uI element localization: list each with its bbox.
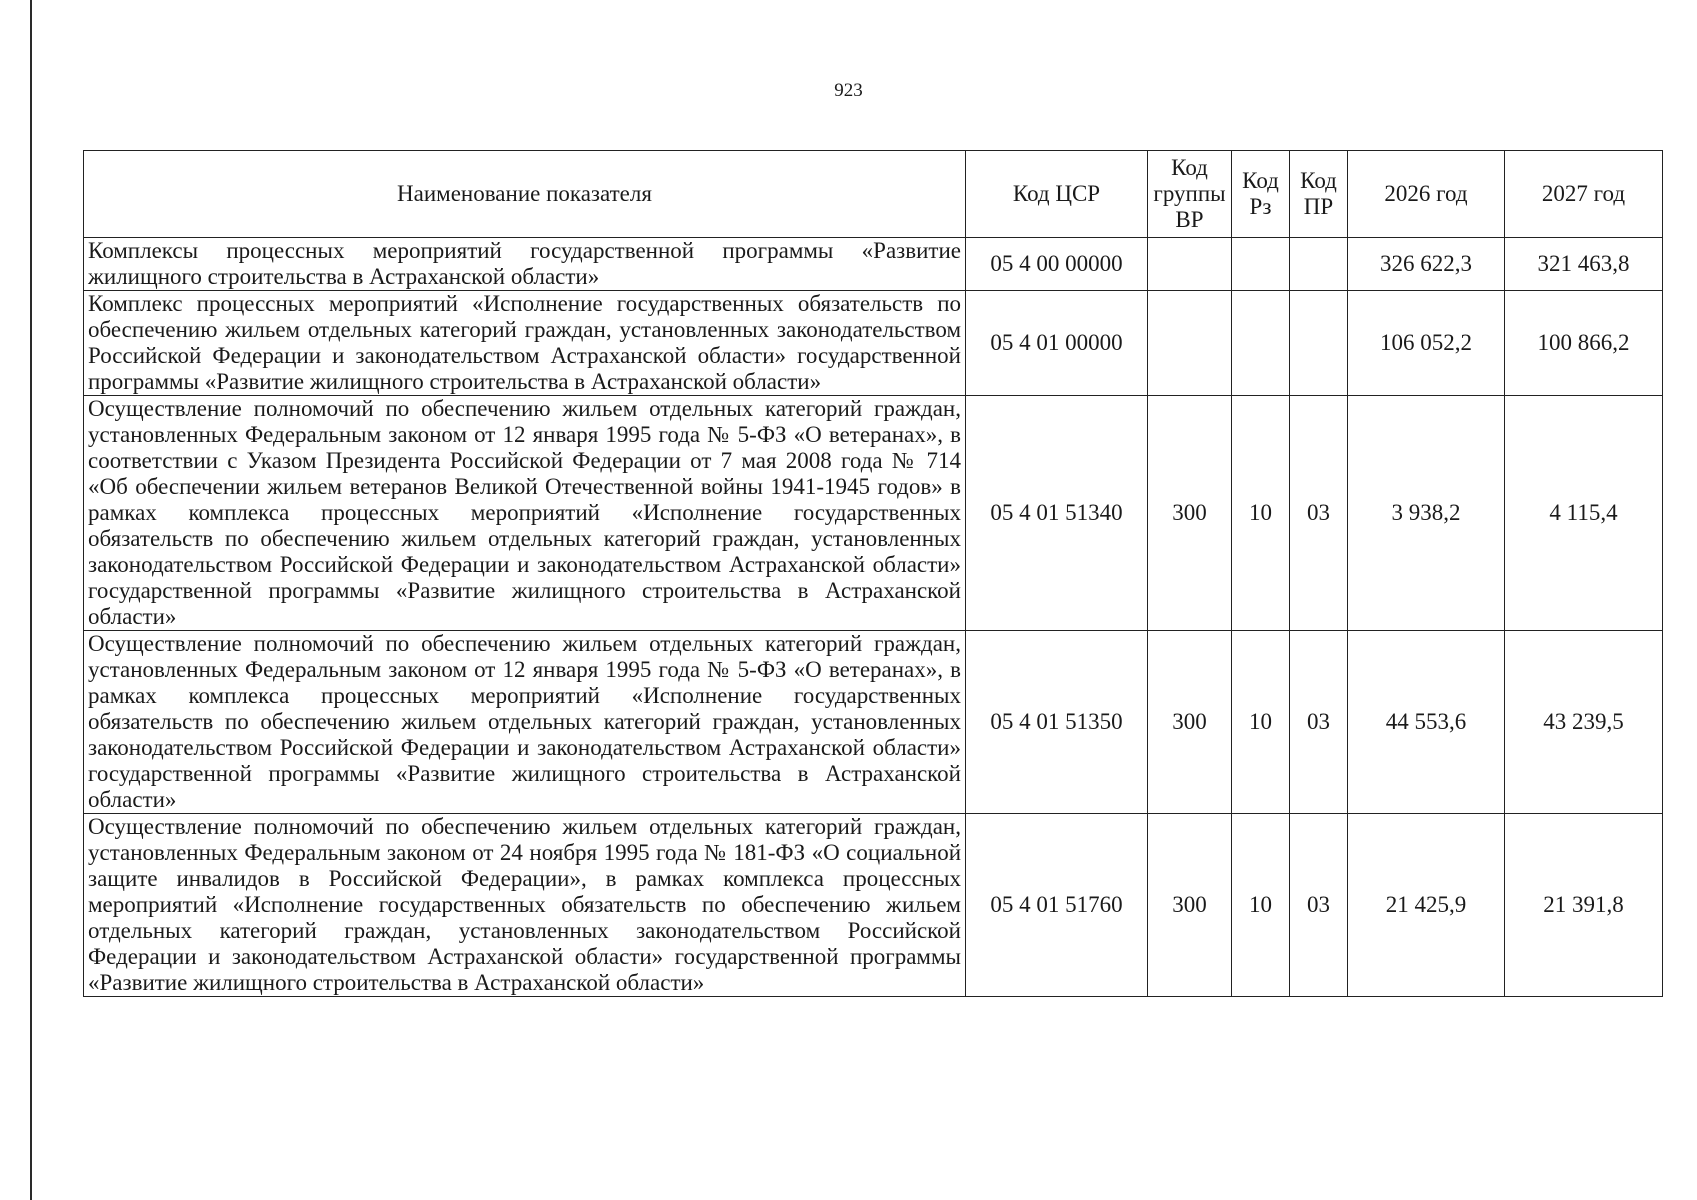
row-vr [1148,238,1232,291]
row-pr [1290,291,1348,396]
row-name: Комплекс процессных мероприятий «Исполнение государственных обязательств по обеспечению жильем отдельных категорий граждан, установленных законодательством Российской Федерации и законодательством Астраханской области» государственной программы «Развитие жилищного строительства в Астраханской области» [84,291,966,396]
row-csr: 05 4 00 00000 [966,238,1148,291]
table-row [84,396,1663,631]
header-rz: Код Рз [1232,151,1290,238]
row-2027: 321 463,8 [1505,238,1663,291]
row-pr: 03 [1290,396,1348,631]
table-row [84,238,1663,291]
header-csr: Код ЦСР [966,151,1148,238]
row-2027: 4 115,4 [1505,396,1663,631]
row-2027: 100 866,2 [1505,291,1663,396]
row-rz [1232,238,1290,291]
row-2026: 21 425,9 [1348,814,1505,997]
header-2026: 2026 год [1348,151,1505,238]
header-2027: 2027 год [1505,151,1663,238]
table-row [84,814,1663,997]
left-margin-rule [30,0,32,1200]
row-vr [1148,291,1232,396]
row-pr [1290,238,1348,291]
page-number: 923 [834,80,863,101]
table-header-row [84,151,1663,238]
row-2026: 106 052,2 [1348,291,1505,396]
row-vr: 300 [1148,814,1232,997]
row-vr: 300 [1148,631,1232,814]
header-name: Наименование показателя [84,151,966,238]
header-pr: Код ПР [1290,151,1348,238]
row-2026: 3 938,2 [1348,396,1505,631]
row-name: Осуществление полномочий по обеспечению жильем отдельных категорий граждан, установленных Федеральным законом от 12 января 1995 года № 5-ФЗ «О ветеранах», в соответствии с Указом Президента Российской Федерации от 7 мая 2008 года № 714 «Об обеспечении жильем ветеранов Великой Отечественной войны 1941-1945 годов» в рамках комплекса процессных мероприятий «Исполнение государственных обязательств по обеспечению жильем отдельных категорий граждан, установленных законодательством Российской Федерации и законодательством Астраханской области» государственной программы «Развитие жилищного строительства в Астраханской области» [84,396,966,631]
header-vr: Код группы ВР [1148,151,1232,238]
row-name: Осуществление полномочий по обеспечению жильем отдельных категорий граждан, установленных Федеральным законом от 12 января 1995 года № 5-ФЗ «О ветеранах», в рамках комплекса процессных мероприятий «Исполнение государственных обязательств по обеспечению жильем отдельных категорий граждан, установленных законодательством Российской Федерации и законодательством Астраханской области» государственной программы «Развитие жилищного строительства в Астраханской области» [84,631,966,814]
table-row [84,291,1663,396]
row-2027: 21 391,8 [1505,814,1663,997]
row-name: Осуществление полномочий по обеспечению жильем отдельных категорий граждан, установленных Федеральным законом от 24 ноября 1995 года № 181-ФЗ «О социальной защите инвалидов в Российской Федерации», в рамках комплекса процессных мероприятий «Исполнение государственных обязательств по обеспечению жильем отдельных категорий граждан, установленных законодательством Российской Федерации и законодательством Астраханской области» государственной программы «Развитие жилищного строительства в Астраханской области» [84,814,966,997]
table-row [84,631,1663,814]
row-rz: 10 [1232,396,1290,631]
budget-table [83,150,1663,997]
row-csr: 05 4 01 51760 [966,814,1148,997]
row-vr: 300 [1148,396,1232,631]
row-csr: 05 4 01 00000 [966,291,1148,396]
row-pr: 03 [1290,814,1348,997]
row-csr: 05 4 01 51340 [966,396,1148,631]
row-name: Комплексы процессных мероприятий государственной программы «Развитие жилищного строительства в Астраханской области» [84,238,966,291]
row-2027: 43 239,5 [1505,631,1663,814]
row-2026: 44 553,6 [1348,631,1505,814]
row-rz: 10 [1232,631,1290,814]
row-rz: 10 [1232,814,1290,997]
row-csr: 05 4 01 51350 [966,631,1148,814]
row-2026: 326 622,3 [1348,238,1505,291]
row-rz [1232,291,1290,396]
row-pr: 03 [1290,631,1348,814]
